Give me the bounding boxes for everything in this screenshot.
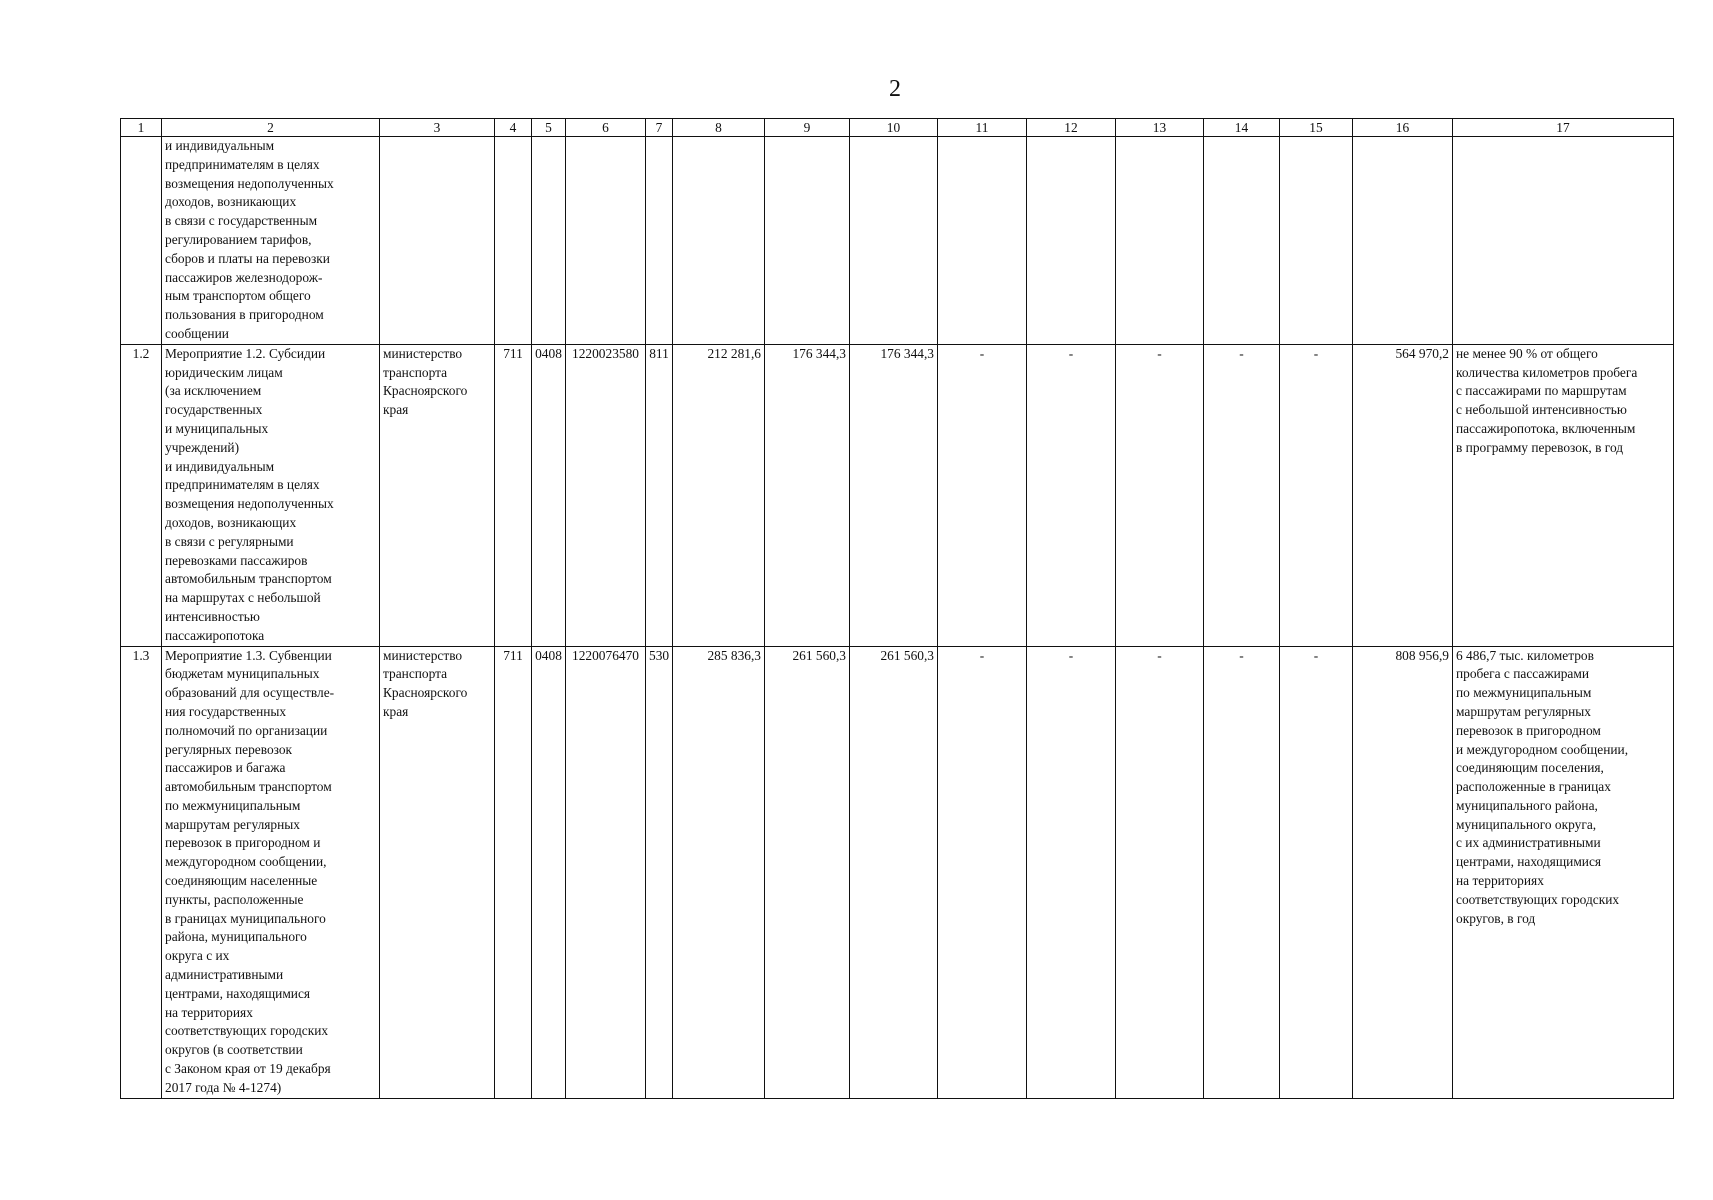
target-item-code: 1220076470 xyxy=(566,646,646,1098)
row-number: 1.2 xyxy=(121,344,162,646)
section-code: 0408 xyxy=(532,344,566,646)
amount-col11: - xyxy=(938,344,1027,646)
target-item-code xyxy=(566,137,646,345)
section-code xyxy=(532,137,566,345)
amount-col14 xyxy=(1204,137,1280,345)
amount-col9: 176 344,3 xyxy=(765,344,850,646)
amount-col10 xyxy=(850,137,938,345)
amount-col13: - xyxy=(1116,344,1204,646)
column-number: 15 xyxy=(1280,119,1353,137)
amount-col9 xyxy=(765,137,850,345)
amount-col8: 212 281,6 xyxy=(673,344,765,646)
amount-total: 564 970,2 xyxy=(1353,344,1453,646)
grbs-code: 711 xyxy=(495,344,532,646)
ministry: министерство транспорта Красноярского края xyxy=(380,344,495,646)
expense-type-code: 811 xyxy=(646,344,673,646)
amount-col8: 285 836,3 xyxy=(673,646,765,1098)
amount-col12: - xyxy=(1027,344,1116,646)
column-number: 11 xyxy=(938,119,1027,137)
column-number: 7 xyxy=(646,119,673,137)
column-number: 16 xyxy=(1353,119,1453,137)
column-number: 1 xyxy=(121,119,162,137)
column-number: 10 xyxy=(850,119,938,137)
amount-col11: - xyxy=(938,646,1027,1098)
amount-col12: - xyxy=(1027,646,1116,1098)
amount-col15: - xyxy=(1280,646,1353,1098)
grbs-code: 711 xyxy=(495,646,532,1098)
ministry: министерство транспорта Красноярского края xyxy=(380,646,495,1098)
column-number: 13 xyxy=(1116,119,1204,137)
column-number: 5 xyxy=(532,119,566,137)
ministry xyxy=(380,137,495,345)
column-number: 4 xyxy=(495,119,532,137)
expected-result xyxy=(1453,137,1674,345)
row-number xyxy=(121,137,162,345)
section-code: 0408 xyxy=(532,646,566,1098)
program-table xyxy=(120,118,1674,1099)
column-number: 3 xyxy=(380,119,495,137)
amount-col8 xyxy=(673,137,765,345)
amount-col15 xyxy=(1280,137,1353,345)
table-row xyxy=(121,646,1674,1098)
amount-col15: - xyxy=(1280,344,1353,646)
amount-total xyxy=(1353,137,1453,345)
expense-type-code: 530 xyxy=(646,646,673,1098)
page-number: 2 xyxy=(889,76,901,102)
expense-type-code xyxy=(646,137,673,345)
amount-col12 xyxy=(1027,137,1116,345)
column-number: 17 xyxy=(1453,119,1674,137)
amount-col13: - xyxy=(1116,646,1204,1098)
column-number: 12 xyxy=(1027,119,1116,137)
expected-result: не менее 90 % от общего количества километров пробега с пассажирами по маршрутам с небольшой интенсивностью пассажиропотока, включенным в программу перевозок, в год xyxy=(1453,344,1674,646)
measure-name: Мероприятие 1.2. Субсидии юридическим лицам (за исключением государственных и муниципальных учреждений) и индивидуальным предпринимателям в целях возмещения недополученных доходов, возникающих в связи с регулярными перевозками пассажиров автомобильным транспортом на маршрутах с небольшой интенсивностью пассажиропотока xyxy=(162,344,380,646)
measure-name: Мероприятие 1.3. Субвенции бюджетам муниципальных образований для осуществле- ния государственных полномочий по организации регулярных перевозок пассажиров и багажа автомобильным транспортом по межмуниципальным маршрутам регулярных перевозок в пригородном и междугородном сообщении, соединяющим населенные пункты, расположенные в границах муниципального района, муниципального округа с их административными центрами, находящимися на территориях соответствующих городских округов (в соответствии с Законом края от 19 декабря 2017 года № 4-1274) xyxy=(162,646,380,1098)
amount-col10: 261 560,3 xyxy=(850,646,938,1098)
column-number: 2 xyxy=(162,119,380,137)
column-number: 14 xyxy=(1204,119,1280,137)
amount-col9: 261 560,3 xyxy=(765,646,850,1098)
amount-col10: 176 344,3 xyxy=(850,344,938,646)
column-number: 8 xyxy=(673,119,765,137)
column-number: 6 xyxy=(566,119,646,137)
expected-result: 6 486,7 тыс. километров пробега с пассажирами по межмуниципальным маршрутам регулярных перевозок в пригородном и междугородном сообщении, соединяющим поселения, расположенные в границах муниципального района, муниципального округа, с их административными центрами, находящимися на территориях соответствующих городских округов, в год xyxy=(1453,646,1674,1098)
amount-total: 808 956,9 xyxy=(1353,646,1453,1098)
amount-col14: - xyxy=(1204,344,1280,646)
amount-col11 xyxy=(938,137,1027,345)
measure-name: и индивидуальным предпринимателям в целях возмещения недополученных доходов, возникающих в связи с государственным регулированием тарифов, сборов и платы на перевозки пассажиров железнодорож- ным транспортом общего пользования в пригородном сообщении xyxy=(162,137,380,345)
row-number: 1.3 xyxy=(121,646,162,1098)
amount-col13 xyxy=(1116,137,1204,345)
target-item-code: 1220023580 xyxy=(566,344,646,646)
column-number-row xyxy=(121,119,1674,137)
amount-col14: - xyxy=(1204,646,1280,1098)
grbs-code xyxy=(495,137,532,345)
table-row xyxy=(121,137,1674,345)
table-row xyxy=(121,344,1674,646)
column-number: 9 xyxy=(765,119,850,137)
